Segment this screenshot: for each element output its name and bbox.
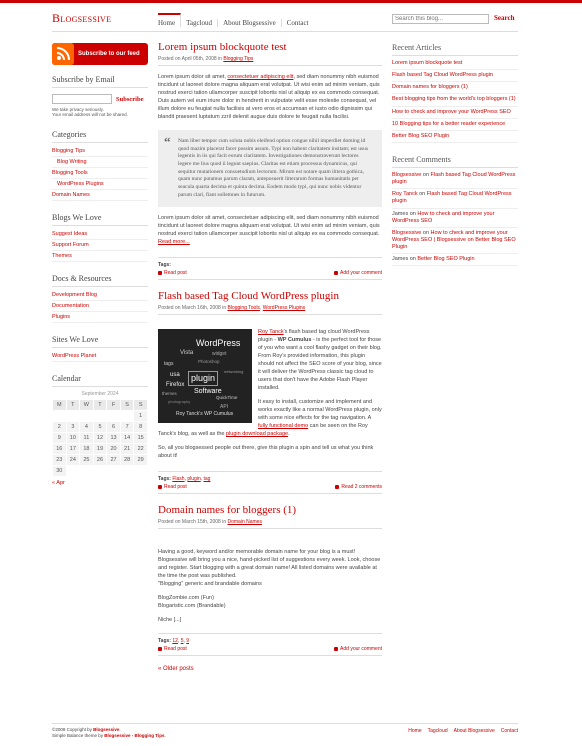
post	[158, 290, 382, 494]
calendar-day: 5	[93, 421, 107, 432]
calendar-empty	[66, 465, 80, 476]
comment-post-link[interactable]: How to check and improve your WordPress SEO	[392, 210, 495, 224]
post	[158, 504, 382, 656]
comment-author-link[interactable]: Blogsessive	[392, 171, 422, 178]
calendar-caption: September 2024	[81, 390, 119, 397]
recent-article-link[interactable]: Best blogging tips from the world's top bloggers (1)	[392, 96, 516, 103]
recent-article-link[interactable]: 10 Blogging tips for a better reader experience	[392, 120, 506, 127]
post-body	[158, 549, 382, 625]
post-paragraph: Having a good, keyword and/or memorable domain name for your blog is a must! Blogsessive will bring you a nice, hand-picked list of suggestions every week. Look, choose and register. Start blogging with a great domain name! All listed domains were available at the time the post was published.	[158, 549, 381, 579]
sites-link[interactable]: WordPress Planet	[52, 352, 97, 359]
comment-icon	[335, 485, 339, 489]
calendar-day: 17	[66, 443, 80, 454]
post-text: - is the perfect tool for those of you who want a cool flashy gadget on their blog. From Roy's provided information, this plugin should not affect the SEO score of your blog, since it will deliver the WordPress classic tag cloud to users that don't have the Adobe Flash Player installed.	[258, 337, 382, 392]
demo-link[interactable]: fully functional demo	[258, 423, 309, 430]
calendar-empty	[134, 465, 148, 476]
site-logo[interactable]: Blogsessive	[52, 11, 112, 25]
post-inline-link[interactable]: consectetuer adipiscing elit	[227, 74, 294, 81]
calendar-empty	[66, 410, 80, 421]
comment-on: on	[408, 256, 418, 263]
post	[158, 41, 382, 280]
email-row	[52, 94, 148, 104]
blockquote	[158, 130, 382, 208]
top-nav	[158, 19, 314, 27]
category-link[interactable]: Domain Names	[52, 191, 90, 198]
calendar-day: 2	[53, 421, 67, 432]
post-category-link[interactable]: Domain Names	[227, 519, 262, 525]
categories-heading: Categories	[52, 130, 148, 143]
post-meta	[158, 519, 382, 529]
calendar-day: 25	[80, 454, 94, 465]
read-post-link[interactable]: Read post	[164, 483, 187, 490]
post-text: .	[288, 431, 290, 437]
bullet-icon	[158, 271, 162, 275]
post-date: Posted on April 05th, 2008 in	[158, 56, 224, 63]
search-button[interactable]: Search	[494, 14, 515, 22]
comment-icon	[334, 271, 338, 275]
calendar-empty	[80, 410, 94, 421]
right-sidebar	[392, 43, 518, 266]
categories-list	[52, 146, 148, 201]
post-tags: Tags: Flash, plugin, tag	[158, 471, 382, 482]
calendar-empty	[120, 410, 134, 421]
calendar-day: 4	[80, 421, 94, 432]
comment-icon	[334, 647, 338, 651]
footer-nav-tagcloud[interactable]: Tagcloud	[427, 728, 448, 734]
calendar-day: 28	[120, 454, 134, 465]
category-link[interactable]: Blogging Tools	[52, 169, 88, 176]
email-field[interactable]	[52, 94, 112, 104]
post-bold-text: WP Cumulus	[277, 337, 312, 344]
tag-link[interactable]: plugin	[187, 475, 201, 482]
post-text: Lorem ipsum dolor sit amet, consectetuer adipiscing elit, sed diam nonummy nibh euismod tincidunt ut laoreet dolore magna aliquam erat volutpat. Ut wisi enim ad minim veniam, quis nostrud exerci tation ullamcorper suscipit lobortis nisl ut aliquip ex ea commodo consequat.	[158, 215, 380, 238]
comment-author-link[interactable]: Blogsessive	[392, 229, 422, 236]
comment-post-link[interactable]: Better Blog SEO Plugin	[417, 256, 475, 263]
post-paragraph: "Blogging" generic and brandable domains	[158, 580, 262, 587]
calendar-day: 26	[93, 454, 107, 465]
category-link[interactable]: Blogging Tips	[52, 147, 86, 154]
header-divider	[52, 31, 518, 32]
privacy-note	[52, 107, 148, 118]
comment-on: on	[417, 191, 427, 198]
tag-link[interactable]: Flash	[172, 475, 185, 482]
footer-nav-home[interactable]: Home	[408, 728, 422, 734]
calendar-day: 30	[53, 465, 67, 476]
post-paragraph: Niche [...]	[158, 616, 182, 623]
post-paragraph: So, all you blogsessed people out there, give this plugin a spin and tell us what you think about it!	[158, 444, 374, 459]
theme-credit-text: Simple Balance theme by	[52, 733, 105, 739]
post-category-link[interactable]: WordPress Plugins	[262, 305, 306, 312]
image-caption: Roy Tanck's WP Cumulus	[176, 411, 234, 418]
bullet-icon	[158, 647, 162, 651]
docs-link[interactable]: Documentation	[52, 302, 89, 309]
category-link[interactable]: WordPress Plugins	[57, 180, 104, 187]
calendar	[52, 390, 148, 477]
post-footer	[158, 646, 382, 656]
calendar-heading: Calendar	[52, 374, 148, 387]
recent-article-link[interactable]: Lorem ipsum blockquote test	[392, 60, 463, 66]
rss-icon	[52, 43, 74, 65]
copyright-text: .	[119, 727, 121, 732]
post-title[interactable]: Lorem ipsum blockquote test	[158, 41, 287, 53]
rss-label: Subscribe to our feed	[78, 51, 140, 57]
calendar-day-header: S	[120, 399, 134, 410]
post-category-link[interactable]: Blogging Tips	[223, 56, 254, 63]
calendar-day-header: M	[53, 399, 67, 410]
main-content	[158, 41, 382, 672]
author-link[interactable]: Roy Tanck	[258, 329, 284, 336]
love-link[interactable]: Themes	[52, 252, 72, 259]
post-date: Posted on March 16th, 2008 in	[158, 305, 228, 312]
post-body	[158, 74, 382, 122]
docs-link[interactable]: Plugins	[52, 313, 71, 320]
copyright-text: ©2008 Copyright by	[52, 727, 94, 732]
calendar-day: 3	[66, 421, 80, 432]
calendar-empty	[80, 465, 94, 476]
recent-articles-list	[392, 58, 518, 143]
tag-link[interactable]: tag	[203, 475, 211, 482]
comments-link[interactable]: Read 2 comments	[341, 483, 382, 490]
post-title[interactable]: Flash based Tag Cloud WordPress plugin	[158, 290, 339, 303]
privacy-line-2: Your email address will not be shared.	[52, 112, 128, 118]
calendar-day: 10	[66, 432, 80, 443]
nav-about[interactable]: About Blogsessive	[218, 19, 282, 27]
love-link[interactable]: Support Forum	[52, 241, 89, 248]
calendar-empty	[107, 465, 121, 476]
read-post-link[interactable]: Read post	[164, 270, 187, 277]
blockquote-text: Nam liber tempor cum soluta nobis eleifend option congue nihil imperdiet doming id quod mazim placerat facer possim assum. Typi non habent claritatem insitam; est usus legentis in iis qui facit eorum claritatem. Investigationes demonstraverunt lectores legere me lius quod ii legunt saepius. Claritas est etiam processus dynamicus, qui sequitur mutationem consuetudium lectorum. Mirum est notare quam littera gothica, quam nunc putamus parum claram, anteposuerit litterarum formas humanitatis per seacula quarta decima et quinta decima. Eodem modo typi, qui nunc nobis videntur parum clari, fiant sollemnes in futurum.	[178, 137, 368, 198]
comment-author-link[interactable]: Roy Tanck	[392, 191, 418, 198]
email-heading: Subscribe by Email	[52, 75, 148, 88]
calendar-day-header: T	[93, 399, 107, 410]
bullet-icon	[158, 485, 162, 489]
calendar-empty	[120, 465, 134, 476]
quote-mark-icon: “	[164, 133, 171, 149]
calendar-day: 29	[134, 454, 148, 465]
calendar-day: 11	[80, 432, 94, 443]
calendar-day: 8	[134, 421, 148, 432]
footer-nav-about[interactable]: About Blogsessive	[453, 728, 495, 734]
footer	[52, 723, 518, 739]
tag-link[interactable]: 12	[172, 637, 178, 644]
tags-label: Tags:	[158, 262, 171, 269]
recent-comments-list	[392, 170, 518, 266]
recent-comments-heading: Recent Comments	[392, 155, 518, 168]
recent-articles-heading: Recent Articles	[392, 43, 518, 56]
left-sidebar	[52, 43, 148, 486]
calendar-day: 13	[107, 432, 121, 443]
calendar-day: 24	[66, 454, 80, 465]
post-date: Posted on March 15th, 2008 in	[158, 519, 228, 525]
category-link[interactable]: Blog Writing	[57, 158, 87, 165]
calendar-day: 22	[134, 443, 148, 454]
calendar-day-header: F	[107, 399, 121, 410]
calendar-day-header: S	[134, 399, 148, 410]
copyright-brand[interactable]: Blogsessive	[93, 727, 120, 732]
docs-link[interactable]: Development Blog	[52, 291, 97, 298]
comment-author: James	[392, 210, 409, 217]
post-meta: Posted on March 16th, 2008 in Blogging Tools, WordPress Plugins	[158, 305, 382, 315]
tags-label: Tags:	[158, 475, 171, 482]
older-posts-link[interactable]: « Older posts	[158, 665, 194, 672]
comments-link[interactable]: Add your comment	[340, 645, 382, 652]
rss-subscribe-button[interactable]	[52, 43, 148, 65]
calendar-day: 12	[93, 432, 107, 443]
wp-cumulus-image: WordPress Vista tags widget Photoshop usa plugin networking Firefox themes Software QuickTime photography API Roy Tanck's WP Cumulus	[158, 329, 252, 423]
calendar-day-header: T	[66, 399, 80, 410]
calendar-empty	[53, 410, 67, 421]
calendar-day: 19	[93, 443, 107, 454]
tag-link[interactable]: 5	[180, 637, 184, 644]
calendar-empty	[93, 410, 107, 421]
calendar-day: 23	[53, 454, 67, 465]
comments-link[interactable]: Add your comment	[340, 270, 382, 277]
calendar-empty	[107, 410, 121, 421]
comment-post-link[interactable]: Flash based Tag Cloud WordPress plugin	[392, 191, 512, 205]
read-post-link[interactable]: Read post	[164, 645, 187, 652]
post-text: It easy to install, customize and implement and works exactly like a normal WordPress plugin, only with some nice effects for the tag navigation. A	[258, 399, 382, 422]
post-text: , sed diam nonummy nibh euismod tincidunt ut laoreet dolore magna aliquam erat volutpat. Ut wisi enim ad minim veniam, quis nostrud exerci tation ullamcorper suscipit lobortis nisl ut aliquip ex ea commodo consequat. Duis autem vel eum iriure dolor in hendrerit in vulputate velit esse molestie consequat, vel illum dolore eu feugiat nulla facilisis at vero eros et accumsan et iusto odio dignissim qui blandit praesent luptatum zzril delenit augue duis dolore te feugait nulla facilisi.	[158, 74, 380, 120]
footer-nav	[408, 728, 518, 734]
calendar-prev-link[interactable]: « Apr	[52, 479, 65, 486]
love-link[interactable]: Suggest Ideas	[52, 230, 88, 237]
post-footer	[158, 484, 382, 494]
post-meta	[158, 56, 382, 66]
download-link[interactable]: plugin download package	[226, 431, 289, 437]
tags-label: Tags:	[158, 637, 171, 644]
comment-on: on	[408, 210, 418, 217]
calendar-day: 27	[107, 454, 121, 465]
post-tags: Tags: 12, 5, 9	[158, 633, 382, 644]
calendar-day: 14	[120, 432, 134, 443]
post-text: Lorem ipsum dolor sit amet,	[158, 74, 228, 81]
comment-on: on	[421, 229, 431, 236]
privacy-line-1: We take privacy seriously.	[52, 107, 104, 112]
calendar-day: 20	[107, 443, 121, 454]
footer-nav-contact[interactable]: Contact	[500, 728, 518, 734]
calendar-day: 21	[120, 443, 134, 454]
calendar-day: 6	[107, 421, 121, 432]
nav-contact[interactable]: Contact	[286, 19, 309, 27]
post-text: can be seen on the Roy Tanck's blog, as well as the	[158, 423, 368, 437]
theme-credit-link[interactable]: Blogsessive - Blogging Tips	[104, 733, 165, 739]
calendar-day-header: W	[80, 399, 94, 410]
nav-home[interactable]: Home	[158, 13, 181, 27]
blogs-love-heading: Blogs We Love	[52, 213, 148, 226]
recent-article-link[interactable]: Better Blog SEO Plugin	[392, 132, 450, 139]
email-subscribe-button[interactable]: Subscribe	[116, 95, 144, 103]
recent-article-link[interactable]: How to check and improve your WordPress SEO	[392, 108, 511, 115]
calendar-day: 7	[120, 421, 134, 432]
domain-item: BlogZombie.com (Fun)	[158, 594, 214, 601]
nav-tagcloud[interactable]: Tagcloud	[181, 19, 218, 27]
post-footer	[158, 270, 382, 280]
theme-credit-text: .	[164, 733, 166, 739]
post-body	[158, 215, 382, 247]
post-title[interactable]: Domain names for bloggers (1)	[158, 503, 297, 516]
comment-post-link[interactable]: How to check and improve your WordPress SEO | Blogsessive on Better Blog SEO Plugin	[392, 229, 516, 251]
tag-link[interactable]: 9	[186, 637, 190, 644]
calendar-day: 16	[53, 443, 67, 454]
calendar-day: 18	[80, 443, 94, 454]
docs-heading: Docs & Resources	[52, 274, 148, 287]
comment-on: on	[421, 171, 431, 178]
post-tags	[158, 257, 382, 268]
calendar-day: 9	[53, 432, 67, 443]
search-input[interactable]	[392, 14, 489, 24]
recent-article-link[interactable]: Flash based Tag Cloud WordPress plugin	[392, 72, 493, 79]
read-more-link[interactable]: Read more...	[158, 239, 190, 246]
calendar-day: 15	[134, 432, 148, 443]
post-text: 's flash based tag cloud WordPress plugin -	[258, 329, 370, 344]
post-body	[158, 329, 382, 461]
domain-item: Blogaristic.com (Brandable)	[158, 602, 226, 609]
comment-post-link[interactable]: Flash based Tag Cloud WordPress plugin	[392, 171, 516, 186]
calendar-empty	[93, 465, 107, 476]
post-category-link[interactable]: Blogging Tools	[227, 305, 260, 312]
comment-author: James	[392, 256, 409, 263]
calendar-day: 1	[134, 410, 148, 421]
recent-article-link[interactable]: Domain names for bloggers (1)	[392, 84, 468, 91]
sites-heading: Sites We Love	[52, 335, 148, 348]
